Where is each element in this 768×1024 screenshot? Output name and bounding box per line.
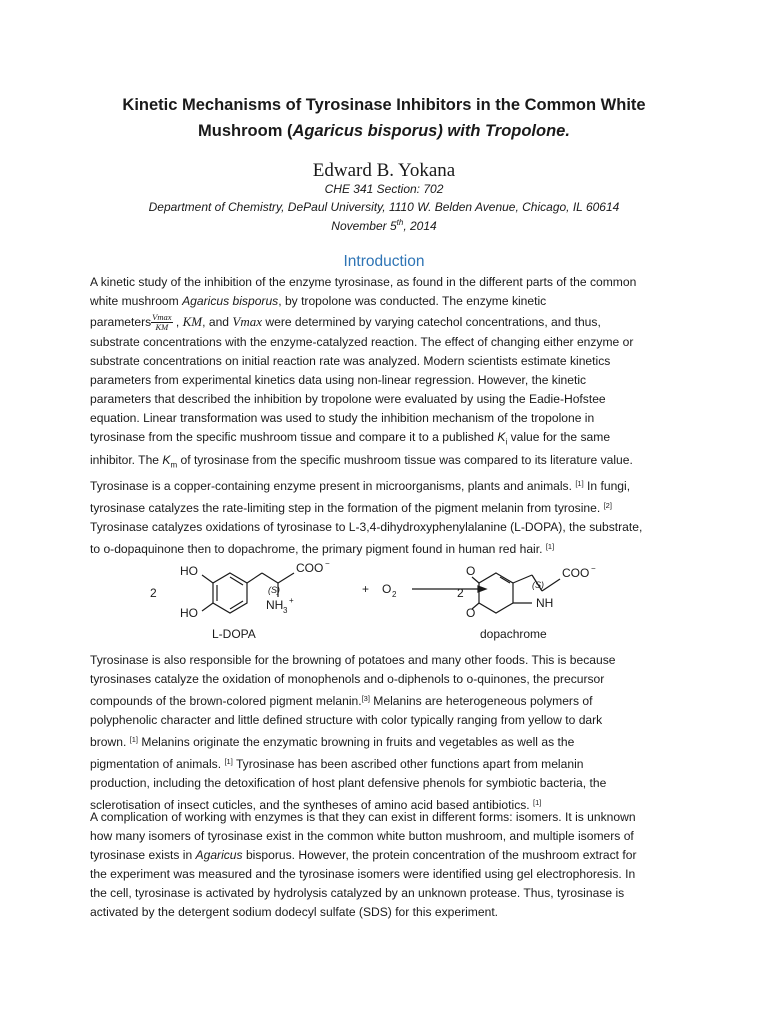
oxygen-label: O [382,582,392,596]
paragraph-intro-1 [90,273,690,475]
subscript-2: 2 [392,590,397,599]
para-line [90,474,690,496]
ki-symbol: K [497,430,506,444]
carboxylate-label: COO [296,561,324,575]
para-line [90,689,690,711]
text: sclerotisation of insect cuticles, and the syntheses of amino acid based antibiotics. [90,798,534,812]
hydroxyl-label: HO [180,564,198,578]
title-line-2 [60,118,708,144]
text: tyrosinase exists in [90,848,196,862]
coefficient: 2 [457,586,464,600]
citation: [1] [575,479,584,488]
para-line: substrate concentrations with the enzyme-catalyzed reaction. The effect of changing either enzyme or [90,335,634,349]
paper-title [60,92,708,144]
para-line [90,752,690,774]
charge-minus: − [591,564,596,573]
carboxylate-label: COO [562,566,590,580]
date-year: , 2014 [403,219,437,233]
km-symbol: KM [182,314,203,329]
stereo-label: (S) [268,585,280,595]
para-line: parameters from experimental kinetics data using non-linear regression. However, the kinetic [90,373,587,387]
ki-subscript: i [505,437,508,447]
reaction-arrow [412,586,486,592]
species-name: Agaricus bisporus [182,294,279,308]
text: compounds of the brown-colored pigment melanin. [90,694,362,708]
para-line [90,451,690,474]
coefficient: 2 [150,586,157,600]
vmax-over-km-fraction [151,313,172,332]
text: , and [202,315,233,329]
charge-plus: + [289,596,294,605]
para-line: parameters $\frac{Vmax}{KM}$ , KM, and Vmax were determined by varying catechol concentrations, and thus, [90,312,601,333]
text: to o-dopaquinone then to dopachrome, the primary pigment found in human red hair. [90,542,546,556]
para-line: production, including the detoxification of host plant defensive phenols for symbiotic bacteria, the [90,776,607,790]
para-line: A complication of working with enzymes is that they can exist in different forms: isomers. It is unknown [90,810,636,824]
para-line: Tyrosinase catalyzes oxidations of tyrosinase to L-3,4-dihydroxyphenylalanine (L-DOPA), the substrate, [90,520,643,534]
paragraph-intro-2 [90,474,690,559]
km-symbol: K [162,453,171,468]
text: In fungi, [583,479,631,493]
para-line [90,428,690,451]
ketone-oxygen-label: O [466,606,476,620]
fraction-numerator: Vmax [152,312,172,323]
dopachrome-label: dopachrome [480,627,547,641]
para-line [90,730,690,752]
oh-bond [202,603,213,611]
para-line: equation. Linear transformation was used to study the inhibition mechanism of the tropolone in [90,411,595,425]
para-line: parameters that described the inhibition by tropolone were evaluated by using the Eadie-Hofstee [90,392,606,406]
date [0,218,768,233]
para-line: tyrosinases catalyze the oxidation of monophenols and o-diphenols to o-quinones, the precursor [90,672,605,686]
text: were determined by varying catechol concentrations, and thus, [262,315,601,329]
species-name: Agaricus [195,848,243,862]
text: inhibitor. The [90,453,163,468]
ammonium-label: NH [266,598,284,612]
text: brown. [90,735,130,749]
text: tyrosinase catalyzes the rate-limiting step in the formation of the pigment melanin from tyrosine. [90,501,604,515]
title-italic-text: Agaricus bisporus) with Tropolone. [292,122,570,140]
citation: [1] [129,735,139,744]
para-line: how many isomers of tyrosinase exist in the common white button mushroom, and multiple isomers of [90,829,634,843]
stereo-label: (S) [532,580,544,590]
paragraph-intro-3 [90,651,690,815]
text: Melanins originate the enzymatic browning in fruits and vegetables as well as the [138,735,575,749]
text: value for the same [507,430,611,444]
text: Tyrosinase has been ascribed other functions apart from melanin [232,757,584,771]
para-line: activated by the detergent sodium dodecyl sulfate (SDS) for this experiment. [90,905,499,919]
para-line: A kinetic study of the inhibition of the enzyme tyrosinase, as found in the different parts of the common [90,275,637,289]
text: pigmentation of animals. [90,757,225,771]
para-line [90,846,690,865]
paragraph-intro-4 [90,808,690,922]
amine-label: NH [536,596,554,610]
text: bisporus. However, the protein concentration of the mushroom extract for [242,848,637,862]
para-line: substrate concentrations on initial reaction rate was analyzed. Modern scientists estimate kinetics [90,354,611,368]
text: Melanins are heterogeneous polymers of [369,694,593,708]
date-text: November 5 [331,219,397,233]
oh-bond [202,575,213,583]
para-line: Tyrosinase is also responsible for the browning of potatoes and many other foods. This is because [90,653,616,667]
title-text: Mushroom ( [198,122,293,140]
author-name: Edward B. Yokana [312,160,456,181]
ldopa-to-dopachrome-reaction-scheme [150,555,630,645]
affiliation: Department of Chemistry, DePaul University, 1110 W. Belden Avenue, Chicago, IL 60614 [148,200,620,214]
vmax-symbol: Vmax [232,314,262,329]
text: of tyrosinase from the specific mushroom tissue was compared to its literature value. [177,453,633,468]
citation: [2] [603,501,612,510]
plus-sign: + [362,582,370,596]
fraction-denominator: KM [155,322,169,333]
section-heading-introduction: Introduction [343,253,425,270]
para-line: the experiment was measured and the tyrosinase isomers were identified using gel electrophoresis. In [90,867,636,881]
citation: [1] [545,542,555,551]
citation: [1] [533,798,542,807]
benzene-ring [213,573,247,613]
title-line-1: Kinetic Mechanisms of Tyrosinase Inhibitors in the Common White [122,96,646,114]
text: parameters [90,315,152,329]
citation: [3] [361,694,370,703]
para-line: the cell, tyrosinase is activated by hydrolysis catalyzed by an unknown protease. Thus, tyrosinase is [90,886,625,900]
text: white mushroom [90,294,183,308]
para-line [90,496,690,518]
subscript-3: 3 [283,606,288,615]
course-info: CHE 341 Section: 702 [324,182,444,196]
para-line [90,292,690,311]
hydroxyl-label: HO [180,606,198,620]
ldopa-label: L-DOPA [212,627,256,641]
charge-minus: − [325,559,330,568]
date-ordinal: th [396,218,404,227]
km-subscript: m [170,460,178,470]
text: tyrosinase from the specific mushroom tissue and compare it to a published [90,430,498,444]
text: , by tropolone was conducted. The enzyme kinetic [278,294,547,308]
citation: [1] [224,757,233,766]
ketone-oxygen-label: O [466,564,476,578]
text: Tyrosinase is a copper-containing enzyme present in microorganisms, plants and animals. [90,479,576,493]
para-line: polyphenolic character and little defined structure with color typically ranging from yellow to dark [90,713,603,727]
